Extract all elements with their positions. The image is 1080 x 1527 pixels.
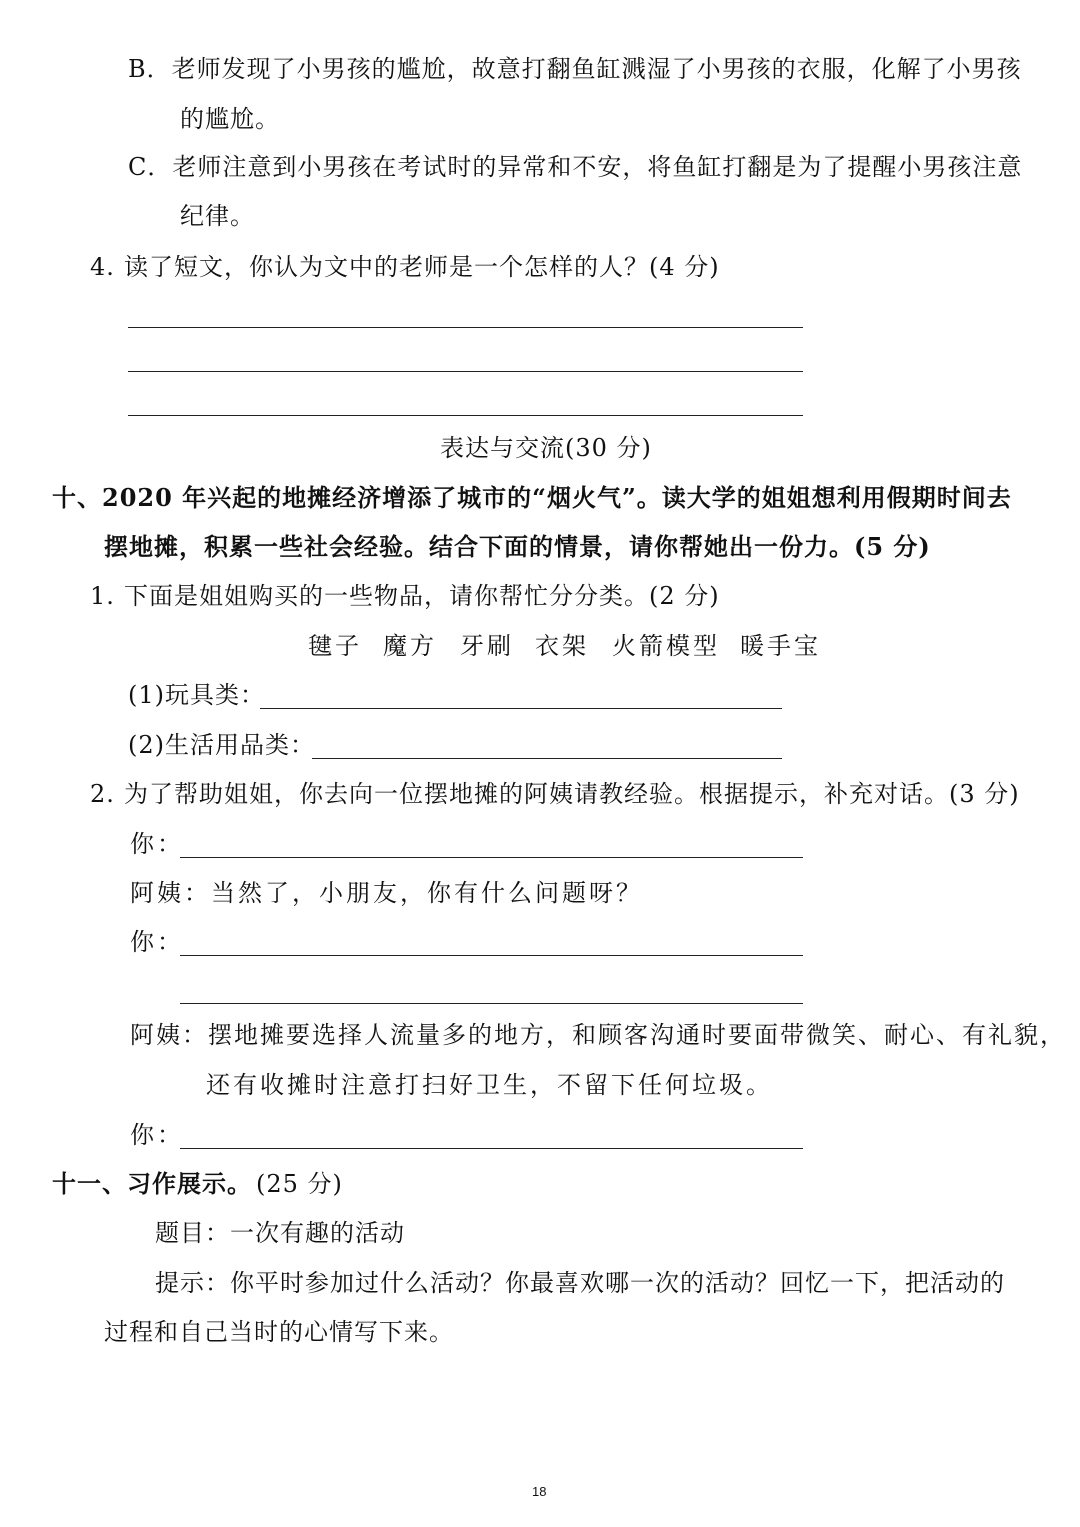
answer-line[interactable] — [128, 327, 803, 328]
item-rubiks-cube: 魔方 — [383, 632, 437, 660]
option-b-line2: 的尴尬。 — [180, 105, 280, 133]
q1-text: 下面是姐姐购买的一些物品，请你帮忙分分类。(2 分) — [124, 582, 720, 610]
dialogue-you-2: 你： — [130, 928, 184, 956]
item-hanger: 衣架 — [535, 632, 589, 660]
category-toys-label: (1)玩具类： — [128, 681, 265, 709]
composition-hint-line2: 过程和自己当时的心情写下来。 — [104, 1318, 454, 1346]
dialogue-aunt-2-line1: 阿姨：摆地摊要选择人流量多的地方，和顾客沟通时要面带微笑、耐心、有礼貌， — [130, 1021, 1066, 1049]
q1-number: 1. — [90, 582, 115, 610]
toys-answer-line[interactable] — [260, 708, 782, 709]
dialogue-answer-line[interactable] — [180, 1148, 803, 1149]
q4-text: 读了短文，你认为文中的老师是一个怎样的人？(4 分) — [124, 253, 720, 281]
option-c-line2: 纪律。 — [180, 202, 255, 230]
q2-number: 2. — [90, 780, 115, 808]
part11-heading: 十一、习作展示。 — [52, 1169, 252, 1198]
item-shuttlecock: 毽子 — [308, 632, 362, 660]
composition-topic: 题目：一次有趣的活动 — [155, 1219, 405, 1247]
dialogue-answer-line[interactable] — [180, 857, 803, 858]
dialogue-you-1: 你： — [130, 830, 184, 858]
item-rocket-model: 火箭模型 — [612, 632, 720, 660]
dialogue-answer-line[interactable] — [180, 1003, 803, 1004]
answer-line[interactable] — [128, 415, 803, 416]
daily-answer-line[interactable] — [312, 758, 782, 759]
dialogue-aunt-2-line2: 还有收摊时注意打扫好卫生，不留下任何垃圾。 — [206, 1071, 773, 1099]
part11-score: (25 分) — [256, 1170, 343, 1198]
dialogue-you-3: 你： — [130, 1121, 184, 1149]
part10-heading-line1: 十、2020 年兴起的地摊经济增添了城市的“烟火气”。读大学的姐姐想利用假期时间去 — [52, 483, 1012, 512]
item-hand-warmer: 暖手宝 — [740, 632, 821, 660]
section-title: 表达与交流(30 分) — [440, 434, 652, 462]
dialogue-answer-line[interactable] — [180, 955, 803, 956]
q4-number: 4. — [90, 253, 115, 281]
q2-text: 为了帮助姐姐，你去向一位摆地摊的阿姨请教经验。根据提示，补充对话。(3 分) — [124, 780, 1020, 808]
option-b-line1: B．老师发现了小男孩的尴尬，故意打翻鱼缸溅湿了小男孩的衣服，化解了小男孩 — [128, 55, 1022, 83]
page-number: 18 — [532, 1484, 547, 1499]
part10-heading-line2: 摆地摊，积累一些社会经验。结合下面的情景，请你帮她出一份力。(5 分) — [104, 532, 931, 561]
composition-hint-line1: 提示：你平时参加过什么活动？你最喜欢哪一次的活动？回忆一下，把活动的 — [155, 1269, 1005, 1297]
category-daily-label: (2)生活用品类： — [128, 731, 315, 759]
option-c-line1: C．老师注意到小男孩在考试时的异常和不安，将鱼缸打翻是为了提醒小男孩注意 — [128, 153, 1023, 181]
answer-line[interactable] — [128, 371, 803, 372]
dialogue-aunt-1: 阿姨：当然了，小朋友，你有什么问题呀？ — [130, 879, 643, 907]
item-toothbrush: 牙刷 — [460, 632, 514, 660]
